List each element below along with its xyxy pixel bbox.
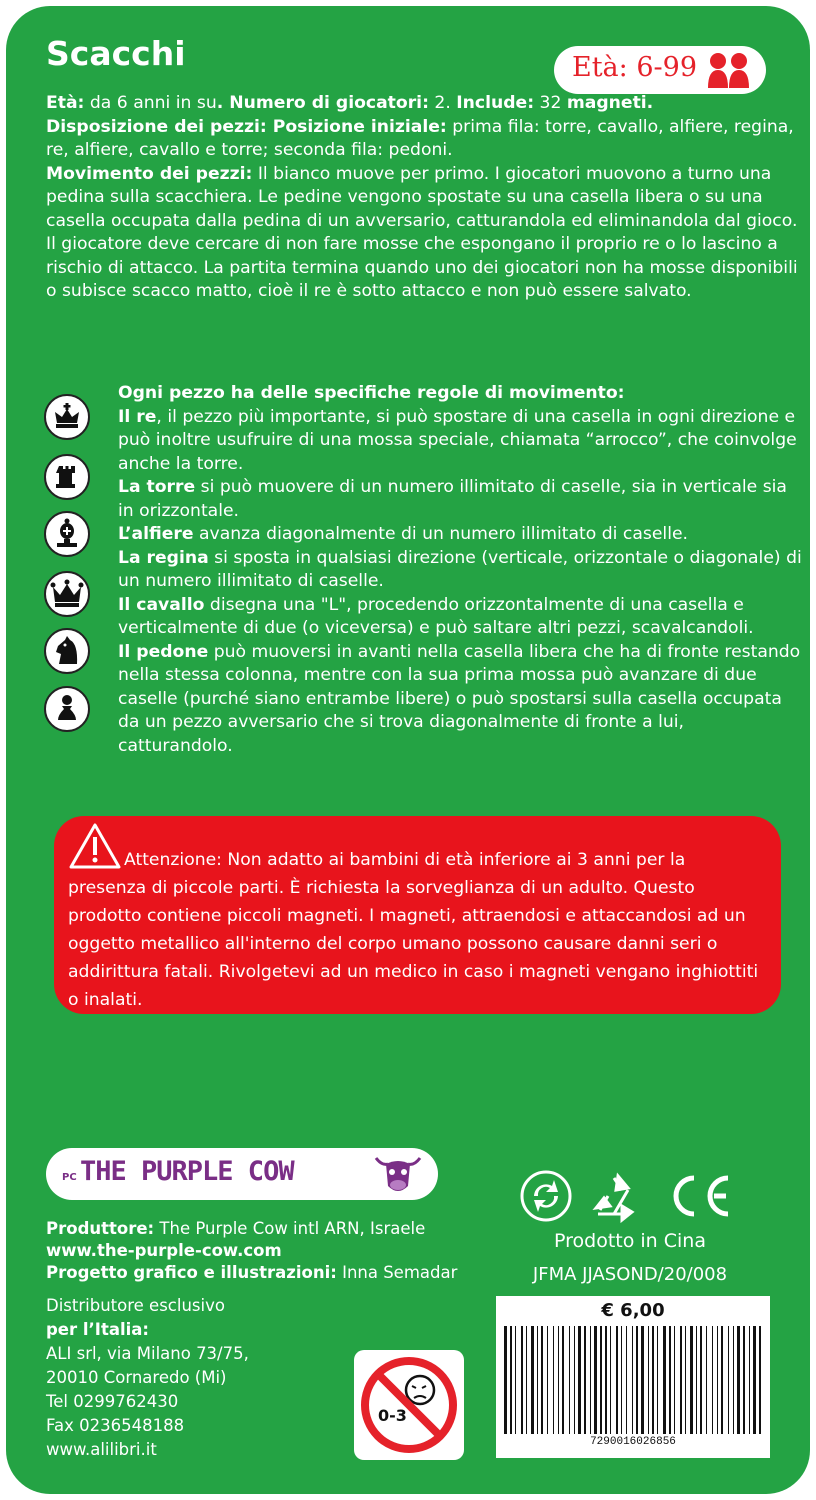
producer-website: www.the-purple-cow.com (46, 1241, 282, 1260)
distributor-address1: ALI srl, via Milano 73/75, (46, 1344, 249, 1363)
logo-prefix: PC (62, 1172, 77, 1183)
rule-bishop-text: avanza diagonalmente di un numero illimitato di caselle. (193, 524, 689, 544)
choke-age-label: 0-3 (378, 1406, 407, 1425)
rule-king-name: Il re (118, 406, 157, 427)
bishop-icon (44, 511, 90, 557)
age-badge-text: Età: 6-99 (572, 52, 697, 83)
rule-queen-name: La regina (118, 547, 209, 568)
knight-icon (44, 628, 90, 674)
distributor-info (46, 1294, 346, 1462)
rules-section (118, 382, 802, 758)
players-label: . Numero di giocatori: (216, 93, 429, 113)
rule-king-text: , il pezzo più importante, si può spostare di una casella in ogni direzione e può inoltre usufruire di una mossa speciale, chiamata “arrocco”, che coinvolge anche la torre. (118, 406, 797, 474)
brand-logo (46, 1148, 438, 1200)
age-label: Età: (46, 93, 85, 113)
layout-value: prima fila: torre, cavallo, alfiere, regina, re, alfiere, cavallo e torre; seconda fila: pedoni. (46, 116, 794, 160)
price-label: € 6,00 (601, 1300, 665, 1321)
symbols-row (518, 1168, 738, 1224)
design-value: Inna Semadar (336, 1263, 458, 1282)
layout-label: Disposizione dei pezzi: Posizione iniziale: (46, 116, 447, 137)
players-icon (704, 50, 754, 90)
includes-magnets: magneti. (566, 93, 654, 113)
producer-value: The Purple Cow intl ARN, Israele (154, 1219, 426, 1238)
age-value: da 6 anni in su (84, 93, 217, 113)
cow-head-icon (368, 1152, 428, 1198)
rule-bishop-name: L’alfiere (118, 524, 194, 544)
includes-value: 32 (534, 93, 567, 113)
intro-text (46, 92, 802, 304)
includes-label: Include: (456, 93, 535, 113)
distributor-web: www.alilibri.it (46, 1440, 157, 1459)
logo-name: THE PURPLE COW (80, 1156, 294, 1187)
warning-text-content: Attenzione: Non adatto ai bambini di età inferiore ai 3 anni per la presenza di piccole parti. È richiesta la sorveglianza di un adulto. Questo prodotto contiene piccoli magneti. I magneti, attraendosi e attaccandosi ad un oggetto metallico all'interno del corpo umano possono causare danni seri o addirittura fatali. Rivolgetevi ad un medico in caso i magneti vengano inghiottiti o inalati. (68, 850, 759, 1010)
rule-knight-name: Il cavallo (118, 594, 205, 615)
age-badge (554, 46, 766, 94)
made-in-label: Prodotto in Cina (554, 1230, 706, 1252)
product-card (6, 6, 810, 1494)
producer-info (46, 1218, 476, 1284)
distributor-line1: Distributore esclusivo (46, 1296, 225, 1315)
green-dot-icon (522, 1172, 570, 1220)
page-title: Scacchi (46, 34, 186, 73)
rule-queen-text: si sposta in qualsiasi direzione (verticale, orizzontale o diagonale) di un numero illimitato di caselle. (118, 547, 802, 591)
rook-icon (44, 454, 90, 500)
rule-knight-text: disegna una "L", procedendo orizzontalmente di una casella e verticalmente di due (o viceversa) e può saltare altri pezzi, scavalcandoli. (118, 594, 754, 638)
warning-text (68, 846, 768, 1014)
distributor-tel: Tel 0299762430 (46, 1392, 179, 1411)
distributor-fax: Fax 0236548188 (46, 1416, 185, 1435)
pawn-icon (44, 686, 90, 732)
players-value: 2. (428, 93, 457, 113)
choke-hazard-symbol (354, 1350, 464, 1460)
producer-label: Produttore: (46, 1219, 155, 1238)
distributor-address2: 20010 Cornaredo (Mi) (46, 1368, 227, 1387)
movement-value: Il bianco muove per primo. I giocatori muovono a turno una pedina sulla scacchiera. Le pedine vengono spostate su una casella libera o su una casella occupata dalla pedina di un avversario, catturandola ed eliminandola dal gioco. Il giocatore deve cercare di non fare mosse che espongano il proprio re o lo lascino a rischio di attacco. La partita termina quando uno dei giocatori non ha mosse disponibili o subisce scacco matto, cioè il re è sotto attacco e non può essere salvato. (46, 163, 798, 301)
warning-box (54, 816, 781, 1014)
barcode-number: 7290016026856 (590, 1436, 676, 1448)
rule-pawn-name: Il pedone (118, 641, 209, 662)
recycle-icon (596, 1176, 632, 1220)
distributor-line2: per l’Italia: (46, 1320, 150, 1339)
rule-pawn-text: può muoversi in avanti nella casella libera che ha di fronte restando nella stessa colonna, mentre con la sua prima mossa può avanzare di due caselle (purché siano entrambe libere) o può spostarsi sulla casella occupata da un pezzo avversario che si trova diagonalmente di fronte a lui, catturandolo. (118, 641, 801, 756)
rule-rook-text: si può muovere di un numero illimitato di caselle, sia in verticale sia in orizzontale. (118, 477, 787, 521)
movement-label: Movimento dei pezzi: (46, 163, 253, 184)
rules-heading: Ogni pezzo ha delle specifiche regole di movimento: (118, 383, 625, 403)
king-icon (44, 394, 90, 440)
barcode-bars (502, 1326, 764, 1434)
queen-icon (44, 571, 90, 617)
ce-mark-icon (676, 1178, 728, 1214)
batch-code: JFMA JJASOND/20/008 (532, 1264, 728, 1285)
barcode-label (496, 1296, 770, 1458)
design-label: Progetto grafico e illustrazioni: (46, 1263, 337, 1282)
rule-rook-name: La torre (118, 477, 196, 497)
